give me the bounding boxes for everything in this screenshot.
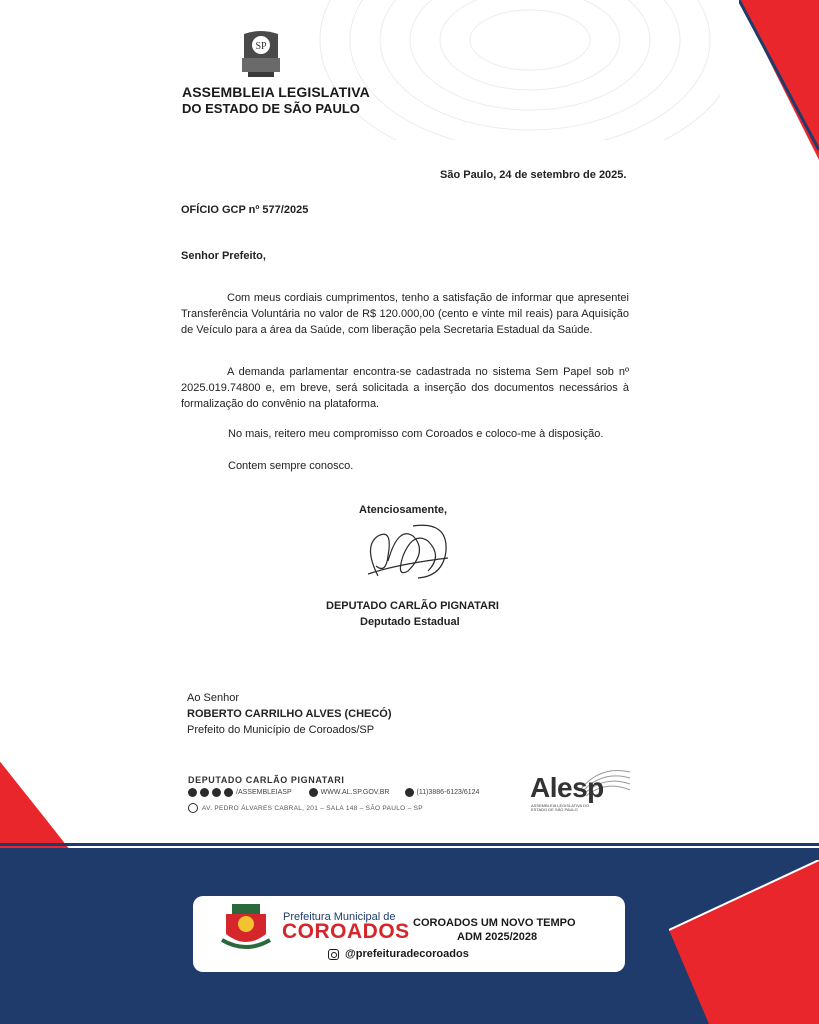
footer-deputy-name: DEPUTADO CARLÃO PIGNATARI	[188, 775, 345, 785]
footer-address-row	[188, 803, 423, 813]
x-icon	[224, 788, 233, 797]
location-pin-icon	[188, 803, 198, 813]
letter-date: São Paulo, 24 de setembro de 2025.	[440, 169, 627, 181]
letter-reference: OFÍCIO GCP nº 577/2025	[181, 204, 309, 216]
instagram-handle-text: @prefeituradecoroados	[345, 948, 469, 960]
footer-website: WWW.AL.SP.GOV.BR	[320, 789, 390, 796]
paragraph-2: A demanda parlamentar encontra-se cadastrada no sistema Sem Papel sob nº 2025.019.74800 e, em breve, será solicitada a inserção dos documentos necessários à formalização do convênio na plataforma.	[181, 366, 629, 410]
footer-address: AV. PEDRO ÁLVARES CABRAL, 201 – SALA 148 – SÃO PAULO – SP	[202, 804, 423, 812]
footer-contacts	[188, 788, 479, 797]
footer-social-handle: /ASSEMBLEIASP	[236, 789, 292, 796]
salutation: Senhor Prefeito,	[181, 250, 266, 262]
org-name-line2: DO ESTADO DE SÃO PAULO	[182, 101, 360, 116]
instagram-icon	[328, 949, 339, 960]
signer-name: DEPUTADO CARLÃO PIGNATARI	[326, 600, 499, 612]
youtube-icon	[212, 788, 221, 797]
org-name-line1: ASSEMBLEIA LEGISLATIVA	[182, 84, 370, 100]
facebook-icon	[200, 788, 209, 797]
globe-icon	[309, 788, 318, 797]
recipient-name: ROBERTO CARRILHO ALVES (CHECÓ)	[187, 708, 392, 720]
city-name: COROADOS	[282, 920, 410, 943]
paragraph-1-text: Com meus cordiais cumprimentos, tenho a satisfação de informar que apresentei Transferência Voluntária no valor de R$ 120.000,00 (cento e vinte mil reais) para Aquisição de Veículo para a área da Saúde, com liberação pela Secretaria Estadual da Saúde.	[181, 292, 629, 336]
footer-phone: (11)3886-6123/6124	[416, 789, 480, 796]
red-corner-top-right	[739, 0, 819, 160]
prefeitura-label: Prefeitura Municipal de	[283, 911, 396, 923]
alesp-logo: Alesp	[530, 772, 604, 803]
paragraph-4: Contem sempre conosco.	[228, 460, 354, 472]
instagram-handle[interactable]	[328, 948, 469, 960]
paragraph-3: No mais, reitero meu compromisso com Coroados e coloco-me à disposição.	[228, 428, 604, 440]
recipient-prefix: Ao Senhor	[187, 692, 239, 704]
slogan-line2: ADM 2025/2028	[457, 931, 538, 943]
closing: Atenciosamente,	[359, 504, 448, 516]
sp-coat-of-arms-icon	[236, 28, 286, 80]
instagram-icon	[188, 788, 197, 797]
handwritten-signature	[358, 516, 458, 586]
coroados-coat-of-arms-icon	[218, 900, 274, 952]
alesp-logo-subtitle: ASSEMBLEIA LEGISLATIVA DO ESTADO DE SÃO PAULO	[531, 803, 590, 812]
red-corner-bottom-right	[669, 860, 819, 1024]
phone-icon	[405, 788, 414, 797]
paragraph-1	[181, 290, 629, 338]
svg-text:SP: SP	[255, 41, 267, 52]
slogan-line1: COROADOS UM NOVO TEMPO	[413, 917, 576, 929]
recipient-title: Prefeito do Município de Coroados/SP	[187, 724, 375, 736]
signer-role: Deputado Estadual	[360, 616, 460, 628]
band-divider	[0, 843, 819, 846]
